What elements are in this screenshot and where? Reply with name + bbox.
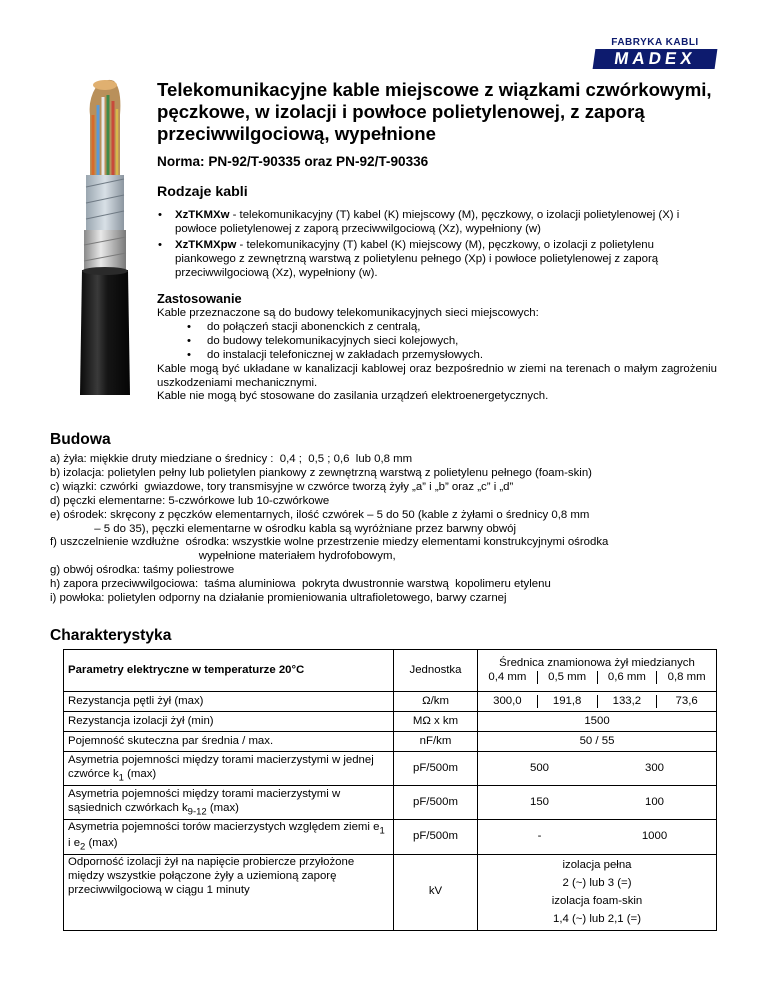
value: 1000 (641, 829, 668, 842)
param-cell (64, 786, 394, 820)
application-heading: Zastosowanie (157, 291, 242, 306)
construction-line: g) obwój ośrodka: taśmy poliestrowe (50, 564, 235, 577)
value: 300,0 (493, 694, 522, 707)
param-cell: Rezystancja izolacji żył (min) (64, 712, 394, 732)
type-description: - telekomunikacyjny (T) kabel (K) miejscowy (M), pęczkowy, o izolacji z polietylenu piankowego z zewnętrzną warstwą z polietylenu pełnego (Xp) i powłoce polietylenowej z zaporą przeciwwilgociową (Xz), wypełniony (w). (175, 238, 659, 279)
values-cell (478, 692, 717, 712)
cable-photo (60, 75, 150, 405)
param-text: (max) (123, 767, 157, 780)
table-row (64, 692, 717, 712)
values-cell (478, 786, 717, 820)
diameter-title: Średnica znamionowa żył miedzianych (499, 656, 695, 669)
param-cell (64, 752, 394, 786)
norm-reference: Norma: PN-92/T-90335 oraz PN-92/T-90336 (157, 154, 429, 169)
header-param: Parametry elektryczne w temperaturze 20°C (64, 650, 394, 692)
value: 1,4 (~) lub 2,1 (=) (552, 913, 641, 926)
header-diameter (478, 650, 717, 692)
types-list (157, 209, 717, 283)
construction-line: d) pęczki elementarne: 5-czwórkowe lub 10-czwórkowe (50, 494, 330, 507)
characteristics-table (63, 649, 717, 931)
param-cell: Pojemność skuteczna par średnia / max. (64, 732, 394, 752)
table-row (64, 854, 717, 930)
construction-line: a) żyła: miękkie druty miedziane o średnicy : 0,4 ; 0,5 ; 0,6 lub 0,8 mm (50, 453, 413, 465)
application-section (157, 307, 717, 404)
value: 73,6 (656, 695, 716, 709)
table-row (64, 752, 717, 786)
value: izolacja foam-skin (551, 895, 643, 908)
types-heading: Rodzaje kabli (157, 184, 248, 200)
value: 133,2 (597, 695, 657, 709)
unit-cell: pF/500m (394, 786, 478, 820)
value: 191,8 (537, 695, 597, 709)
diameter-label: 0,4 mm (488, 670, 527, 683)
characteristics-heading: Charakterystyka (50, 627, 172, 644)
value: - (537, 829, 542, 842)
values-cell (478, 854, 717, 930)
construction-line: i) powłoka: polietylen odporny na działanie promieniowania ultrafioletowego, barwy czarnej (50, 592, 507, 605)
param-cell (64, 820, 394, 855)
unit-cell: nF/km (394, 732, 478, 752)
value: 150 (529, 795, 549, 808)
table-row (64, 712, 717, 732)
param-text: Asymetria pojemności torów macierzystych względem ziemi e (68, 821, 380, 833)
unit-cell: pF/500m (394, 752, 478, 786)
application-intro: Kable przeznaczone są do budowy telekomunikacyjnych sieci miejscowych: (157, 307, 539, 319)
application-list (176, 321, 717, 363)
logo-line-1: FABRYKA KABLI (611, 37, 699, 48)
page-title: Telekomunikacyjne kable miejscowe z wiązkami czwórkowymi, pęczkowe, w izolacji i powłoce polietylenowej, z zaporą przeciwwilgociową, wypełnione (157, 79, 712, 144)
param-text: i e (68, 836, 81, 849)
value: 50 / 55 (478, 732, 717, 752)
type-code: XzTKMXpw (175, 238, 237, 251)
value: 2 (~) lub 3 (=) (562, 876, 632, 889)
construction-list (50, 453, 730, 606)
param-text: (max) (85, 836, 118, 849)
param-subscript: 1 (118, 771, 124, 783)
unit-cell: pF/500m (394, 820, 478, 855)
table-row (64, 732, 717, 752)
value: 1500 (478, 712, 717, 732)
header-unit: Jednostka (394, 650, 478, 692)
unit-cell: MΩ x km (394, 712, 478, 732)
construction-line: c) wiązki: czwórki gwiazdowe, tory transmisyjne w czwórce tworzą żyły „a” i „b” oraz „c” i „d” (50, 480, 514, 493)
diameter-label: 0,6 mm (597, 671, 657, 685)
company-logo (594, 38, 716, 69)
values-cell (478, 820, 717, 855)
construction-line: wypełnione materiałem hydrofobowym, (50, 550, 396, 563)
construction-line: h) zapora przeciwwilgociowa: taśma aluminiowa pokryta dwustronnie warstwą kopolimeru etylenu (50, 578, 551, 591)
application-note: Kable mogą być układane w kanalizacji kablowej oraz bezpośrednio w ziemi na terenach o małym zagrożeniu uszkodzeniami mechanicznymi. (157, 362, 717, 389)
unit-cell: Ω/km (394, 692, 478, 712)
construction-line: f) uszczelnienie wzdłużne ośrodka: wszystkie wolne przestrzenie miedzy elementami konstrukcyjnymi ośrodka (50, 536, 609, 549)
application-item: • do budowy telekomunikacyjnych sieci kolejowych, (176, 335, 717, 349)
construction-heading: Budowa (50, 431, 111, 448)
construction-line: e) ośrodek: skręcony z pęczków elementarnych, ilość czwórek – 5 do 50 (kable z żyłami o średnicy 0,8 mm (50, 508, 590, 521)
diameter-label: 0,5 mm (537, 671, 597, 685)
type-item (157, 209, 717, 237)
param-subscript: 2 (80, 841, 86, 853)
type-item (157, 239, 717, 281)
unit-cell: kV (394, 854, 478, 930)
application-note: Kable nie mogą być stosowane do zasilania urządzeń elektroenergetycznych. (157, 390, 549, 403)
param-text: Asymetria pojemności między torami macierzystymi w sąsiednich czwórkach k (68, 787, 341, 814)
param-cell: Rezystancja pętli żył (max) (64, 692, 394, 712)
application-item: • do instalacji telefonicznej w zakładach przemysłowych. (176, 349, 717, 363)
logo-line-2: MADEX (593, 49, 718, 69)
value: 300 (644, 761, 664, 774)
values-cell (478, 752, 717, 786)
param-subscript: 9-12 (187, 805, 207, 817)
construction-line: – 5 do 35), pęczki elementarne w ośrodku kabla są wyróżniane przez barwny obwój (50, 522, 516, 535)
diameter-label: 0,8 mm (656, 671, 716, 685)
table-row (64, 786, 717, 820)
table-header-row (64, 650, 717, 692)
type-description: - telekomunikacyjny (T) kabel (K) miejscowy (M), pęczkowy, o izolacji polietylenowej (X) i powłoce polietylenowej z zaporą przeciwwilgociową (Xz), wypełniony (w) (175, 209, 680, 235)
param-text: Asymetria pojemności między torami macierzystymi w jednej czwórce k (68, 753, 374, 780)
value: 100 (644, 795, 664, 808)
type-code: XzTKMXw (175, 209, 230, 221)
construction-line: b) izolacja: polietylen pełny lub polietylen piankowy z zewnętrzną warstwą z polietylenu pełnego (foam-skin) (50, 466, 592, 479)
application-item: • do połączeń stacji abonenckich z centralą, (176, 321, 717, 335)
param-text: (max) (206, 801, 239, 814)
param-subscript: 1 (379, 825, 385, 837)
value: 500 (529, 761, 549, 774)
table-row (64, 820, 717, 855)
param-cell: Odporność izolacji żył na napięcie probiercze przyłożone między wszystkie połączone żyły a uziemioną zaporę przeciwwilgociową w ciągu 1 minuty (64, 854, 394, 930)
value: izolacja pełna (562, 858, 632, 871)
